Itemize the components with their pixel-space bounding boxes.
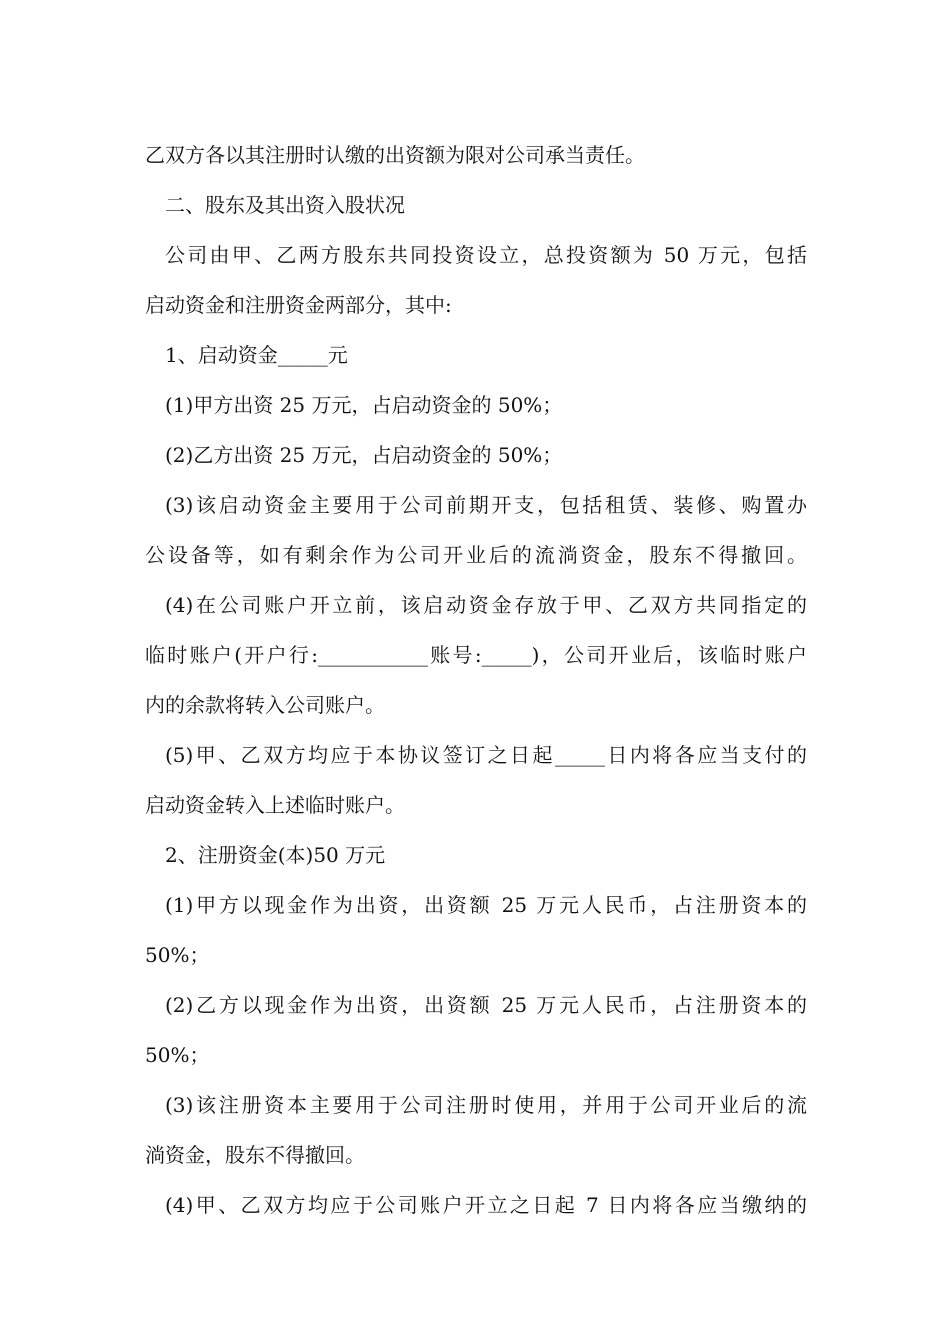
text-line: 临时账户(开户行:___________账号:_____)，公司开业后，该临时账户: [145, 643, 807, 667]
text-line: (5)甲、乙双方均应于本协议签订之日起_____日内将各应当支付的: [165, 743, 807, 767]
text-line: (2)乙方以现金作为出资，出资额 25 万元人民币，占注册资本的: [165, 993, 807, 1017]
text-line: 启动资金和注册资金两部分，其中:: [145, 293, 452, 317]
text-line: (3)该注册资本主要用于公司注册时使用，并用于公司开业后的流: [165, 1093, 807, 1117]
text-line: 内的余款将转入公司账户。: [145, 693, 385, 717]
text-line: (2)乙方出资 25 万元，占启动资金的 50%；: [165, 443, 563, 467]
text-line: (4)甲、乙双方均应于公司账户开立之日起 7 日内将各应当缴纳的: [165, 1193, 807, 1217]
text-line: 1、启动资金_____元: [165, 343, 348, 367]
text-line: 50%；: [145, 943, 210, 967]
text-line: 50%；: [145, 1043, 210, 1067]
text-line: 公司由甲、乙两方股东共同投资设立，总投资额为 50 万元，包括: [165, 243, 807, 267]
text-line: 公设备等，如有剩余作为公司开业后的流淌资金，股东不得撤回。: [145, 543, 807, 567]
text-line: 乙双方各以其注册时认缴的出资额为限对公司承当责任。: [145, 143, 645, 167]
text-line: (4)在公司账户开立前，该启动资金存放于甲、乙双方共同指定的: [165, 593, 807, 617]
text-line: (3)该启动资金主要用于公司前期开支，包括租赁、装修、购置办: [165, 493, 807, 517]
document-body: [145, 130, 807, 1230]
text-line: 启动资金转入上述临时账户。: [145, 793, 405, 817]
text-line: (1)甲方以现金作为出资，出资额 25 万元人民币，占注册资本的: [165, 893, 807, 917]
text-line: 二、股东及其出资入股状况: [165, 193, 405, 217]
text-line: (1)甲方出资 25 万元，占启动资金的 50%；: [165, 393, 563, 417]
text-line: 2、注册资金(本)50 万元: [165, 843, 386, 867]
text-line: 淌资金，股东不得撤回。: [145, 1143, 365, 1167]
